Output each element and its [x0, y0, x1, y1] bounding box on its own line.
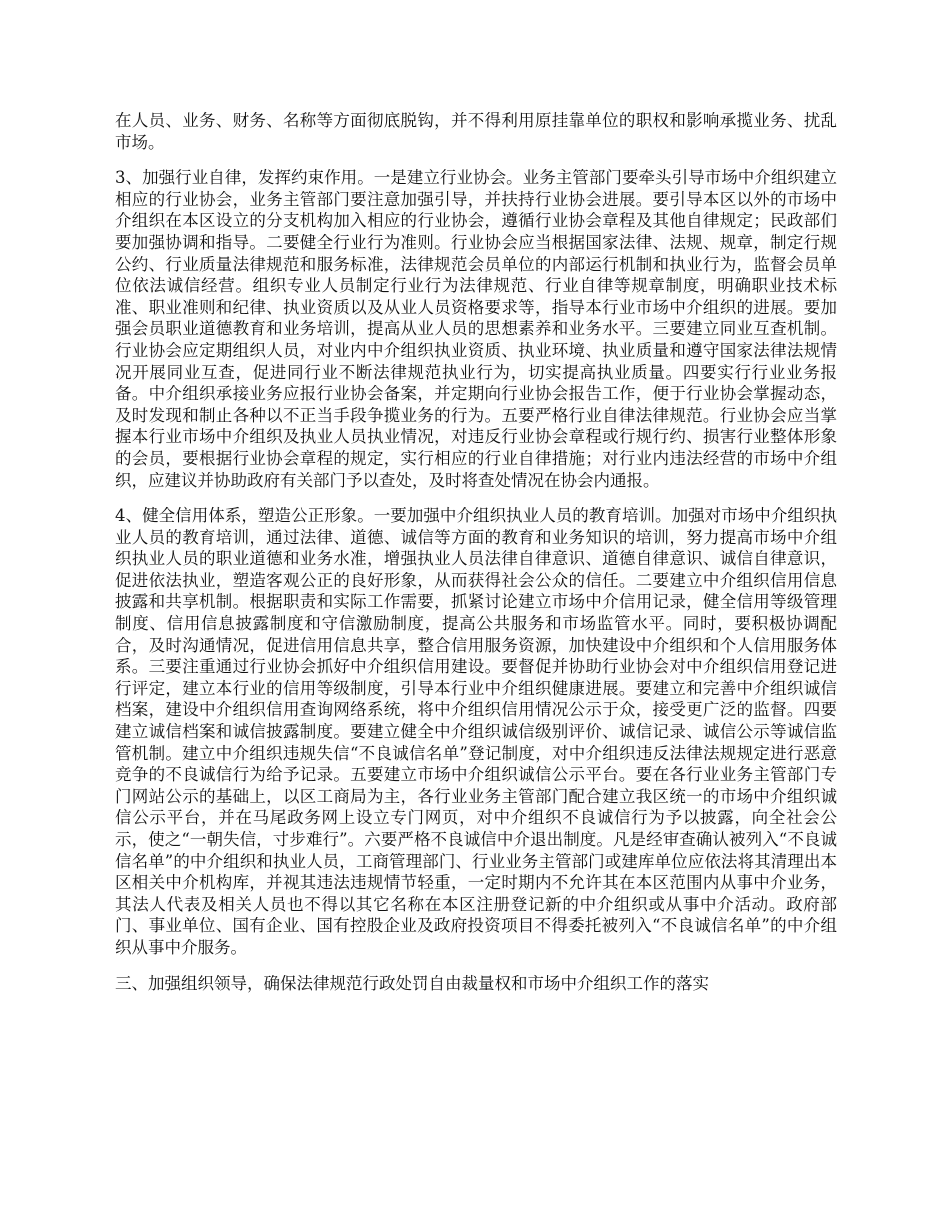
paragraph-continuation: 在人员、业务、财务、名称等方面彻底脱钩，并不得利用原挂靠单位的职权和影响承揽业务、扰乱市场。 — [115, 111, 837, 152]
paragraph-industry-self-discipline: 3、加强行业自律，发挥约束作用。一是建立行业协会。业务主管部门要牵头引导市场中介组织建立相应的行业协会，业务主管部门要注意加强引导，并扶持行业协会进展。要引导本区以外的市场中介组织在本区设立的分支机构加入相应的行业协会，遵循行业协会章程及其他自律规定；民政部们要加强协调和指导。二要健全行业行为准则。行业协会应当根据国家法律、法规、规章，制定行规公约、行业质量法律规范和服务标准，法律规范会员单位的内部运行机制和执业行为，监督会员单位依法诚信经营。组织专业人员制定行业行为法律规范、行业自律等规章制度，明确职业技术标准、职业准则和纪律、执业资质以及从业人员资格要求等，指导本行业市场中介组织的进展。要加强会员职业道德教育和业务培训，提高从业人员的思想素养和业务水平。三要建立同业互查机制。行业协会应定期组织人员，对业内中介组织执业资质、执业环境、执业质量和遵守国家法律法规情况开展同业互查，促进同行业不断法律规范执业行为，切实提高执业质量。四要实行行业业务报备。中介组织承接业务应报行业协会备案，并定期向行业协会报告工作，便于行业协会掌握动态，及时发现和制止各种以不正当手段争揽业务的行为。五要严格行业自律法律规范。行业协会应当掌握本行业市场中介组织及执业人员执业情况，对违反行业协会章程或行规行约、损害行业整体形象的会员，要根据行业协会章程的规定，实行相应的行业自律措施；对行业内违法经营的市场中介组织，应建议并协助政府有关部门予以查处，及时将查处情况在协会内通报。 — [115, 168, 837, 490]
paragraph-credit-system: 4、健全信用体系，塑造公正形象。一要加强中介组织执业人员的教育培训。加强对市场中介组织执业人员的教育培训，通过法律、道德、诚信等方面的教育和业务知识的培训，努力提高市场中介组织执业人员的职业道德和业务水准，增强执业人员法律自律意识、道德自律意识、诚信自律意识，促进依法执业，塑造客观公正的良好形象，从而获得社会公众的信任。二要建立中介组织信用信息披露和共享机制。根据职责和实际工作需要，抓紧讨论建立市场中介信用记录，健全信用等级管理制度、信用信息披露制度和守信激励制度，提高公共服务和市场监管水平。同时，要积极协调配合，及时沟通情况，促进信用信息共享，整合信用服务资源，加快建设中介组织和个人信用服务体系。三要注重通过行业协会抓好中介组织信用建设。要督促并协助行业协会对中介组织信用登记进行评定，建立本行业的信用等级制度，引导本行业中介组织健康进展。要建立和完善中介组织诚信档案，建设中介组织信用查询网络系统，将中介组织信用情况公示于众，接受更广泛的监督。四要建立诚信档案和诚信披露制度。要建立健全中介组织诚信级别评价、诚信记录、诚信公示等诚信监管机制。建立中介组织违规失信“不良诚信名单”登记制度，对中介组织违反法律法规规定进行恶意竞争的不良诚信行为给予记录。五要建立市场中介组织诚信公示平台。要在各行业业务主管部门专门网站公示的基础上，以区工商局为主，各行业业务主管部门配合建立我区统一的市场中介组织诚信公示平台，并在马尾政务网上设立专门网页，对中介组织不良诚信行为予以披露，向全社会公示，使之“一朝失信，寸步难行”。六要严格不良诚信中介退出制度。凡是经审查确认被列入“不良诚信名单”的中介组织和执业人员，工商管理部门、行业业务主管部门或建库单位应依法将其清理出本区相关中介机构库，并视其违法违规情节轻重，一定时期内不允许其在本区范围内从事中介业务，其法人代表及相关人员也不得以其它名称在本区注册登记新的中介组织或从事中介活动。政府部门、事业单位、国有企业、国有控股企业及政府投资项目不得委托被列入“不良诚信名单”的中介组织从事中介服务。 — [115, 506, 837, 957]
document-page — [115, 110, 837, 1008]
section-heading-organization-leadership: 三、加强组织领导，确保法律规范行政处罚自由裁量权和市场中介组织工作的落实 — [115, 973, 709, 993]
